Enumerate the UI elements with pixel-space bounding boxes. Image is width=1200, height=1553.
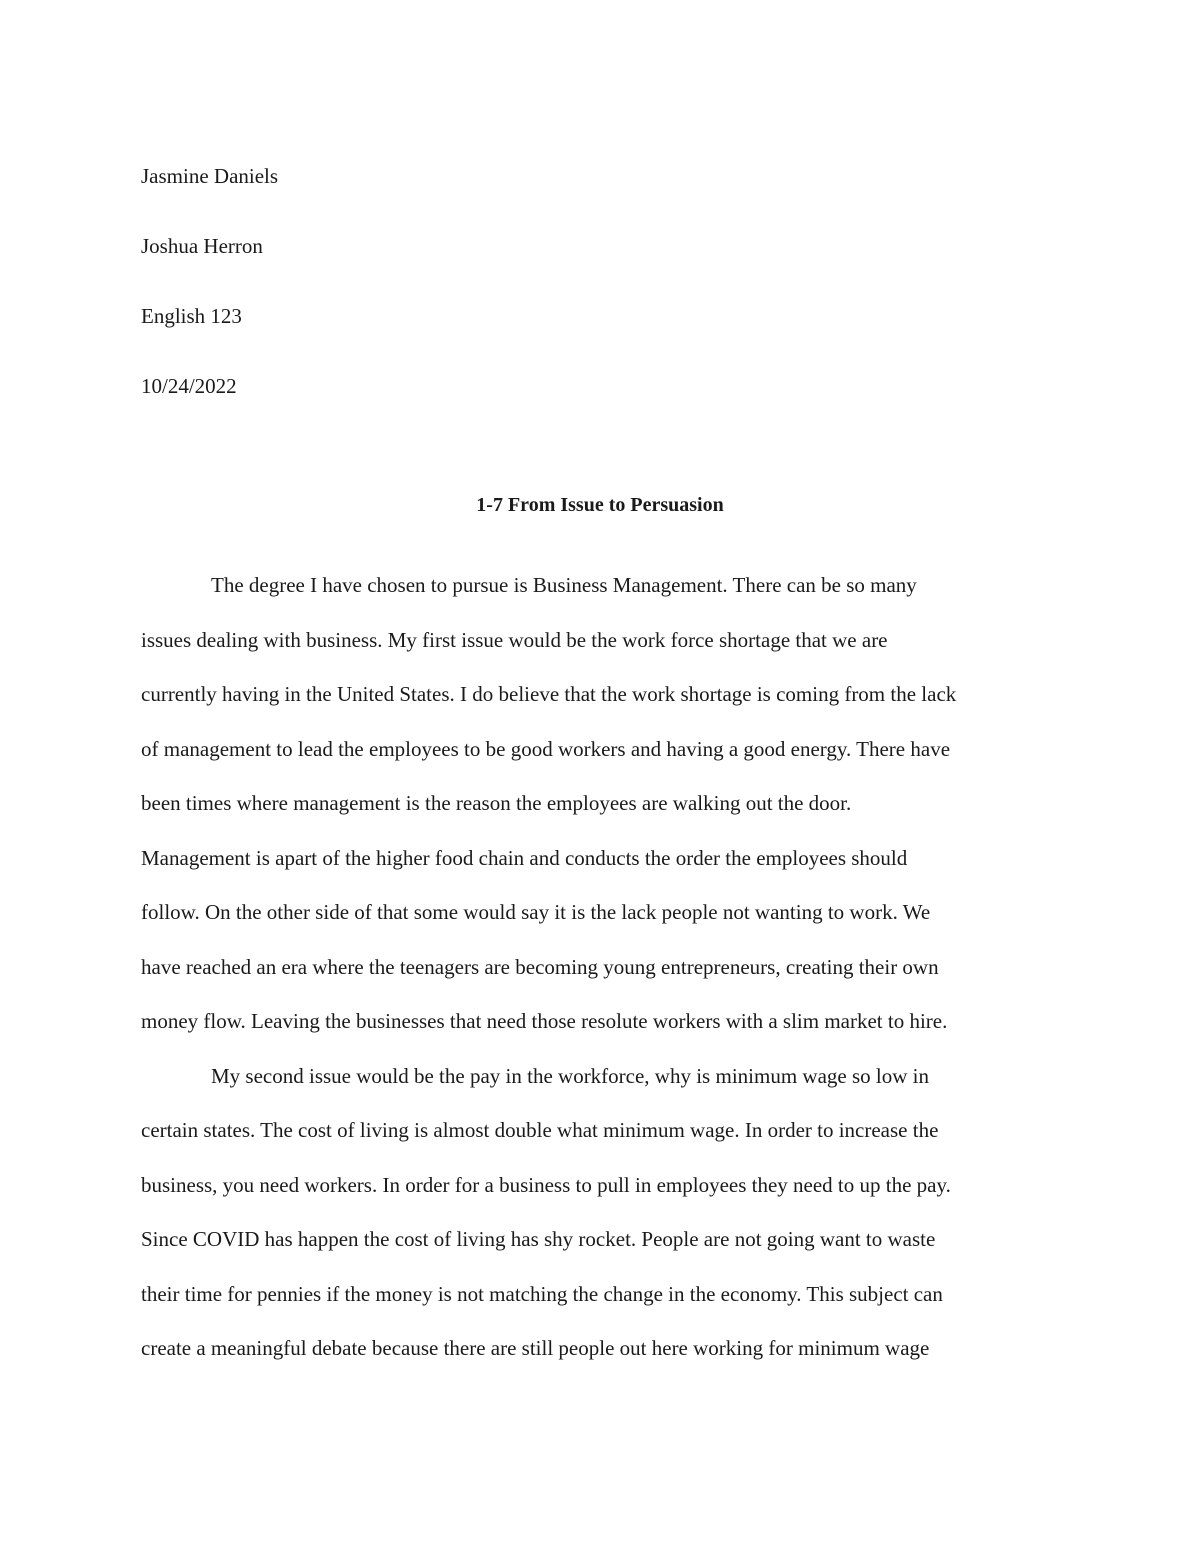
essay-date: 10/24/2022 (141, 374, 237, 398)
essay-body (141, 558, 1059, 1376)
mla-header (141, 141, 278, 421)
instructor-name: Joshua Herron (141, 234, 263, 258)
course-name: English 123 (141, 304, 242, 328)
essay-title: 1-7 From Issue to Persuasion (476, 494, 724, 516)
paragraph-line: Management is apart of the higher food chain and conducts the order the employees should (141, 845, 908, 870)
paragraph-line: Since COVID has happen the cost of living has shy rocket. People are not going want to waste (141, 1227, 936, 1251)
paragraph (141, 558, 1059, 1049)
paragraph (141, 1049, 1059, 1376)
paragraph-line: money flow. Leaving the businesses that need those resolute workers with a slim market to hire. (141, 1009, 948, 1033)
paragraph-line: currently having in the United States. I do believe that the work shortage is coming from the lack (141, 682, 957, 706)
paragraph-line: follow. On the other side of that some would say it is the lack people not wanting to work. We (141, 900, 931, 924)
student-name: Jasmine Daniels (141, 164, 279, 188)
paragraph-line: create a meaningful debate because there are still people out here working for minimum wage (141, 1336, 930, 1360)
paragraph-line: My second issue would be the pay in the workforce, why is minimum wage so low in (211, 1063, 929, 1088)
paragraph-line: their time for pennies if the money is not matching the change in the economy. This subject can (141, 1281, 943, 1306)
paragraph-line: certain states. The cost of living is almost double what minimum wage. In order to increase the (141, 1118, 939, 1142)
paragraph-line: have reached an era where the teenagers are becoming young entrepreneurs, creating their own (141, 954, 939, 979)
paragraph-line: been times where management is the reason the employees are walking out the door. (141, 791, 852, 815)
paragraph-line: issues dealing with business. My first issue would be the work force shortage that we are (141, 627, 888, 652)
paragraph-line: of management to lead the employees to be good workers and having a good energy. There have (141, 736, 951, 761)
paragraph-line: business, you need workers. In order for a business to pull in employees they need to up the pay. (141, 1172, 951, 1197)
paragraph-line: The degree I have chosen to pursue is Business Management. There can be so many (211, 573, 917, 597)
